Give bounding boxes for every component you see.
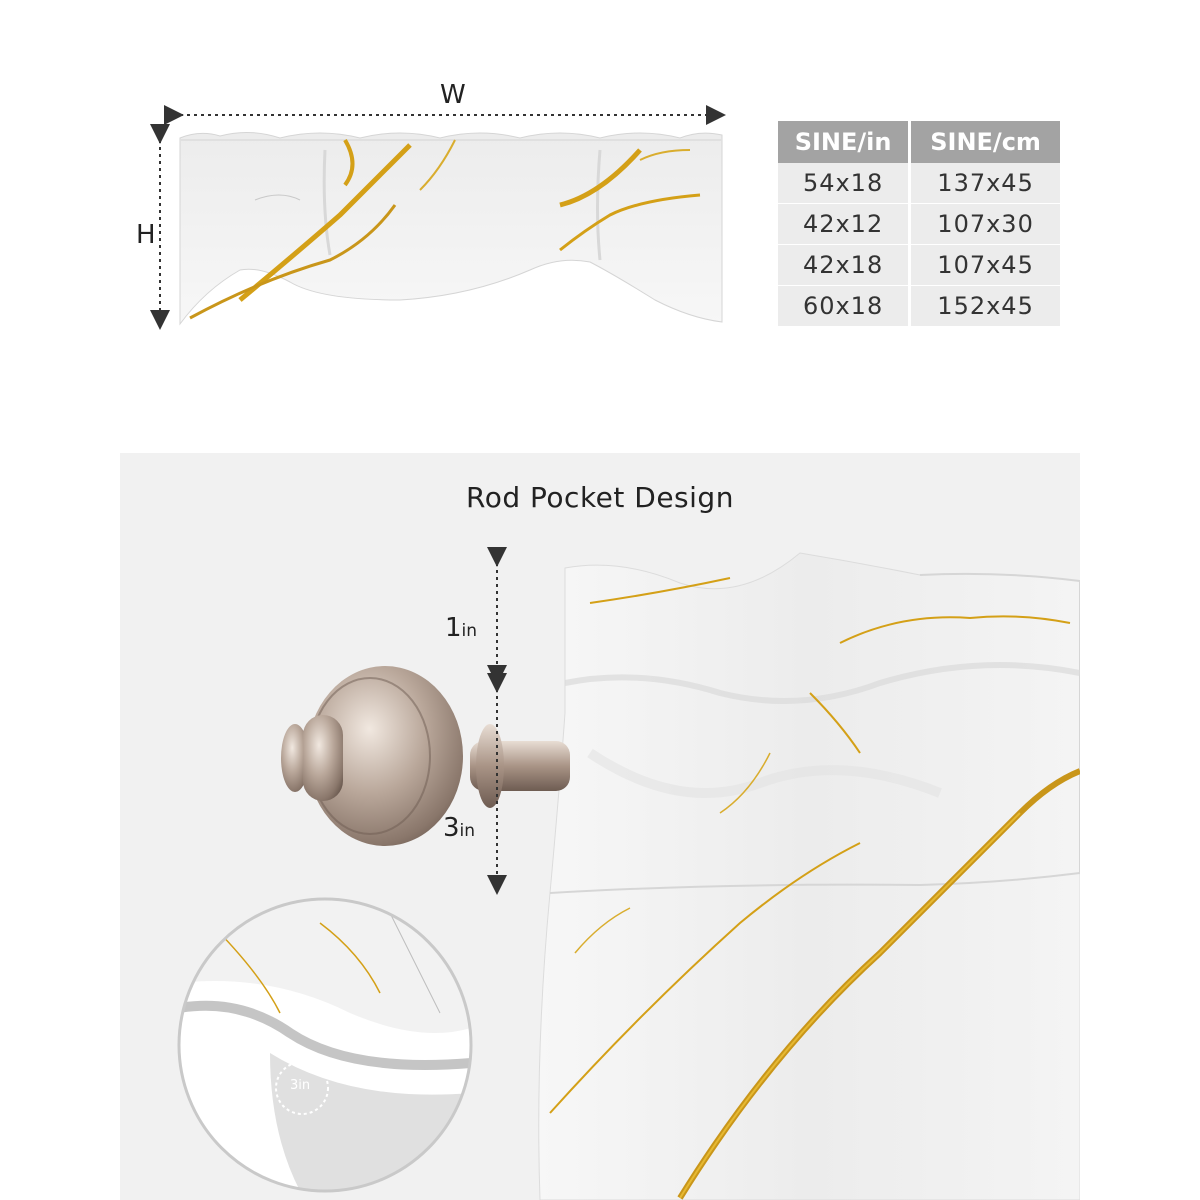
pocket-depth-unit: in [459,821,476,841]
table-row [778,204,1060,245]
size-cm-cell: 107x30 [910,204,1060,245]
size-in-cell: 60x18 [778,286,910,327]
size-table [778,121,1060,326]
size-in-cell: 42x18 [778,245,910,286]
size-in-cell: 42x12 [778,204,910,245]
table-row [778,286,1060,327]
detail-size-label: 3in [290,1078,311,1093]
rod-pocket-illustration [120,453,1080,1200]
rod-pocket-title: Rod Pocket Design [466,481,734,514]
pocket-depth-label [443,813,475,843]
size-cm-cell: 152x45 [910,286,1060,327]
size-cm-cell: 107x45 [910,245,1060,286]
header-inches: SINE/in [778,121,910,163]
top-gap-label [445,613,477,643]
height-label: H [136,220,156,250]
curtain-rod-finial [281,666,570,846]
width-label: W [440,80,466,110]
valance-image [180,132,722,324]
hem-detail-circle [179,899,471,1191]
table-row [778,245,1060,286]
header-centimeters: SINE/cm [910,121,1060,163]
top-gap-unit: in [461,621,478,641]
size-in-cell: 54x18 [778,163,910,204]
top-gap-value: 1 [445,613,462,643]
table-row [778,163,1060,204]
size-cm-cell: 137x45 [910,163,1060,204]
pocket-depth-value: 3 [443,813,460,843]
rod-pocket-panel [120,453,1080,1200]
size-table-header-row [778,121,1060,163]
valance-dimension-diagram [0,0,760,360]
curtain-image [539,553,1080,1200]
